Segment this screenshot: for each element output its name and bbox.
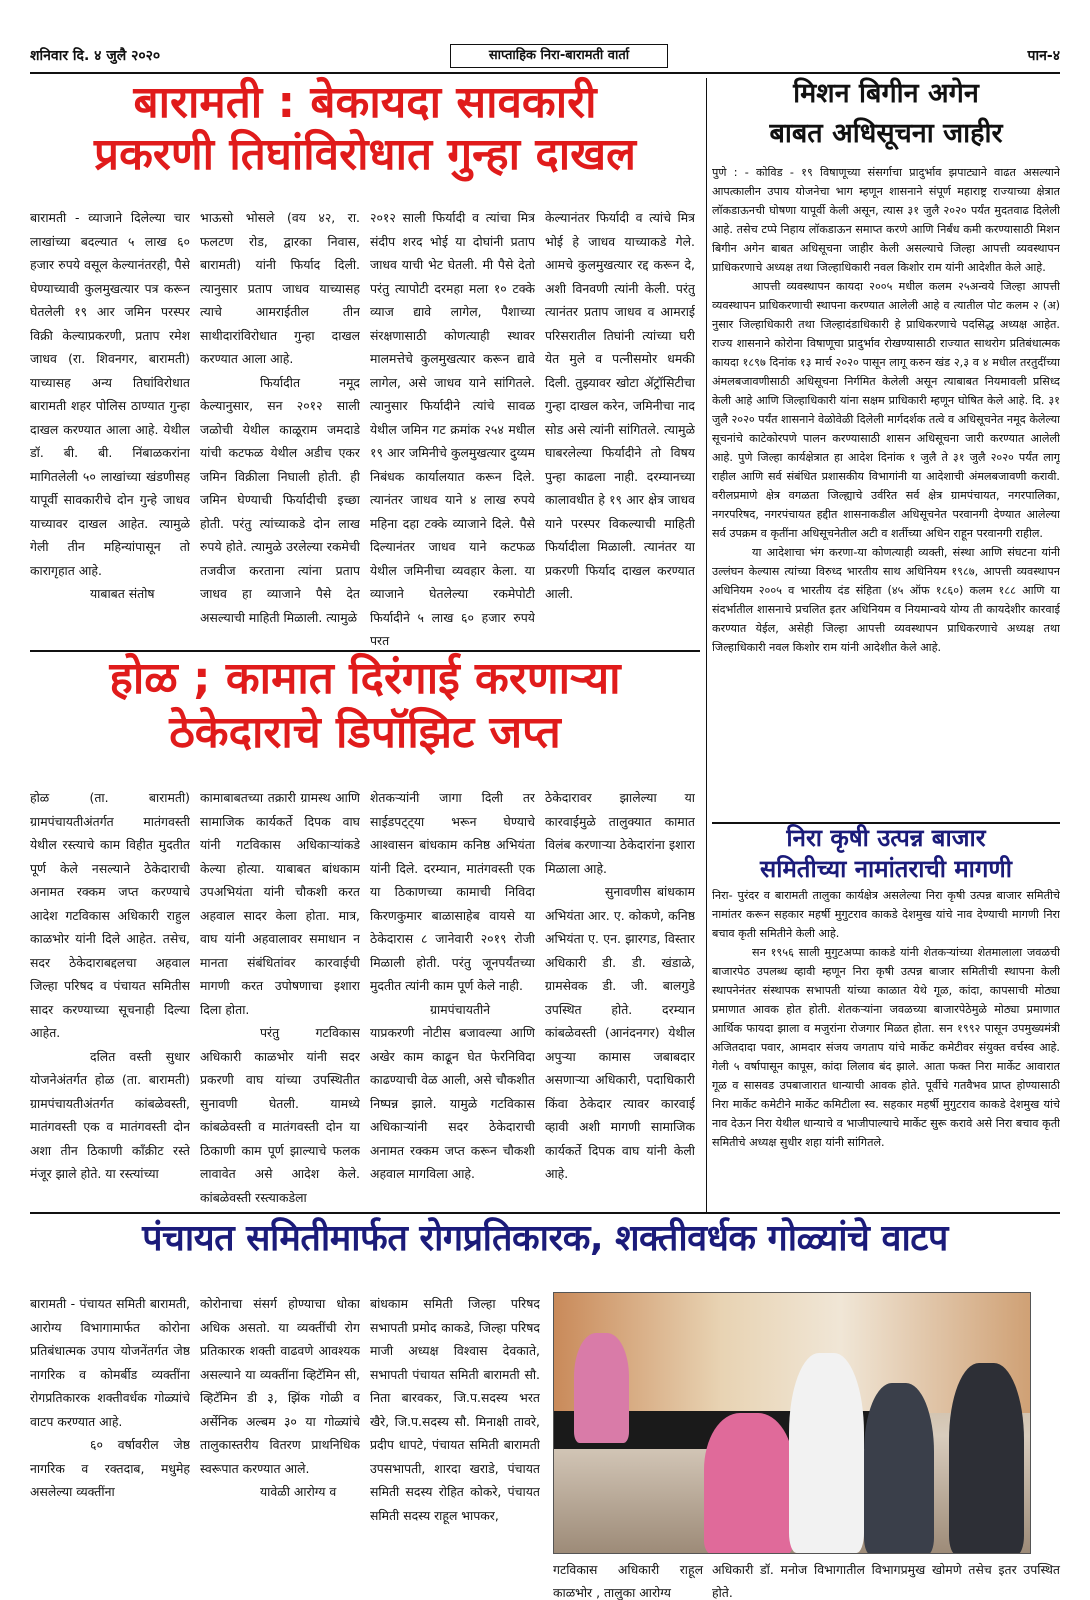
- story3-body: पुणे : - कोविड - १९ विषाणूच्या संसर्गाचा प्रादुर्भाव झपाट्याने वाढत असल्याने आपत्कालीन उपाय योजनेचा भाग म्हणून शासनाने संपूर्ण महाराष्ट्र राज्याच्या क्षेत्रात लॉकडाऊनची घोषणा यापूर्वी केली असून, त्यास ३१ जुलै २०२० पर्यंत मुदतवाढ दिलेली आहे. तसेच टप्पे निहाय लॉकडाऊन समाप्त करणे आणि निर्बंध कमी करण्यासाठी मिशन बिगीन अगेन बाबत अधिसूचना जाहीर केली असल्याचे जिल्हा आपत्ती व्यवस्थापन प्राधिकरणाचे अध्यक्ष तथा जिल्हाधिकारी नवल किशोर राम यांनी आदेशीत केले आहे. आपत्ती व्यवस्थापन कायदा २००५ मधील कलम २५अन्वये जिल्हा आपत्ती व्यवस्थापन प्राधिकरणाची स्थापना करण्यात आलेली आहे व त्यातील पोट कलम २ (अ) नुसार जिल्हाधिकारी तथा जिल्हादंडाधिकारी हे प्राधिकरणाचे पदसिद्ध अध्यक्ष आहेत. राज्य शासनाने कोरोना विषाणूचा प्रादुर्भाव रोखण्यासाठी राज्यात साथरोग प्रतिबंधात्मक कायदा १८९७ दिनांक १३ मार्च २०२० पासून लागू करुन खंड २,३ व ४ मधील तरतुदींच्या अंमलबजावणीसाठी अधिसूचना निर्गमित केलेली असून त्याबाबत नियमावली प्रसिध्द केली आहे आणि जिल्हाधिकारी यांना सक्षम प्राधिकारी म्हणून घोषित केले आहे. दि. ३१ जुलै २०२० पर्यंत शासनाने वेळोवेळी दिलेली मार्गदर्शक तत्वे व अधिसूचनेत नमूद केलेल्या सूचनांचे काटेकोरपणे पालन करण्यासाठी शासन अधिसूचना जारी करण्यात आलेली आहे. पुणे जिल्हा कार्यक्षेत्रात हा आदेश दिनांक १ जुलै ते ३१ जुलै २०२० पर्यंत लागू राहील आणि सर्व संबंधित प्रशासकीय विभागांनी या आदेशाची अंमलबजावणी करावी. वरीलप्रमाणे क्षेत्र वगळता जिल्ह्याचे उर्वरित सर्व क्षेत्र ग्रामपंचायत, नगरपालिका, नगरपरिषद, नगरपंचायत हद्दीत शासनाकडील अधिसूचनेत परवानगी देण्यात आलेल्या सर्व उपक्रम व कृतींना अधिसूचनेतील अटी व शर्तीच्या अधिन राहून परवानगी राहील. या आदेशाचा भंग करणा-या कोणत्याही व्यक्ती, संस्था आणि संघटना यांनी उल्लंघन केल्यास त्यांच्या विरुध्द भारतीय साथ अधिनियम १९८७, आपत्ती व्यवस्थापन अधिनियम २००५ व भारतीय दंड संहिता (४५ ऑफ १८६०) कलम १८८ आणि या संदर्भातील शासनाचे प्रचलित इतर अधिनियम व नियमान्वये योग्य ती कायदेशीर कारवाई करण्यात येईल, असेही जिल्हा आपत्ती व्यवस्थापन प्राधिकरणाचे अध्यक्ष तथा जिल्हाधिकारी नवल किशोर राम यांनी आदेशीत केले आहे.: [712, 166, 1060, 654]
- photo-caption-right: अधिकारी डॉ. मनोज विभागातील विभागप्रमुख खोमणे तसेच इतर उपस्थित होते.: [712, 1562, 1060, 1600]
- person-figure: [789, 1353, 864, 1553]
- story4-headline-line1: निरा कृषी उत्पन्न बाजार: [786, 824, 986, 852]
- story1-bottom-rule: [30, 650, 700, 652]
- header-rule: [30, 72, 1060, 74]
- person-figure: [704, 1413, 794, 1554]
- person-figure: [864, 1383, 934, 1554]
- story3-headline: [712, 80, 1060, 149]
- story1-col1: बारामती - व्याजाने दिलेल्या चार लाखांच्या बदल्यात ५ लाख ६० हजार रुपये वसूल केल्यानंतरही, पैसे घेण्याच्यावी कुलमुखत्यार पत्र करून घेतलेली १९ आर जमिन परस्पर विक्री केल्याप्रकरणी, प्रताप रमेश जाधव (रा. शिवनगर, बारामती) याच्यासह अन्य तिघांविरोधात बारामती शहर पोलिस ठाण्यात गुन्हा दाखल करण्यात आला आहे. येथील डॉ. बी. बी. निंबाळकरांना मागितलेली ५० लाखांच्या खंडणीसह यापूर्वी सावकारीचे दोन गुन्हे जाधव याच्यावर दाखल आहेत. त्यामुळे गेली तीन महिन्यांपासून तो कारागृहात आहे. याबाबत संतोष: [30, 210, 190, 601]
- person-figure: [574, 1333, 629, 1443]
- story1-col3: २०१२ साली फिर्यादी व त्यांचा मित्र संदीप शरद भोई या दोघांनी प्रताप जाधव याची भेट घेतली. मी पैसे देतो परंतु त्यापोटी दरमहा मला १० टक्के व्याज द्यावे लागेल, पैशाच्या संरक्षणासाठी कोणत्याही स्थावर मालमत्तेचे कुलमुखत्यार करून द्यावे लागेल, असे जाधव याने सांगितले. त्यानुसार फिर्यादीने त्यांचे सावळ येथील जमिन गट क्रमांक २५४ मधील १९ आर जमिनीचे कुलमुखत्यार दुय्यम निबंधक कार्यालयात करून दिले. त्यानंतर जाधव याने ४ लाख रुपये महिना दहा टक्के व्याजाने दिले. पैसे दिल्यानंतर जाधव याने कटफळ येथील जमिनीचा व्यवहार केला. या व्याजाने घेतलेल्या रकमेपोटी फिर्यादीने ५ लाख ६० हजार रुपये परत: [370, 210, 535, 648]
- story3-headline-line1: मिशन बिगीन अगेन: [793, 78, 979, 109]
- story1-headline-line1: बारामती : बेकायदा सावकारी: [133, 77, 597, 128]
- story5-col2: कोरोनाचा संसर्ग होण्याचा धोका अधिक असतो. या व्यक्तींची रोग प्रतिकारक शक्ती वाढवणे आवश्यक असल्याने या व्यक्तींना व्हिटॅमिन सी, व्हिटॅमिन डी ३, झिंक गोळी व अर्सेनिक अल्बम ३० या गोळ्यांचे तालुकास्तरीय वितरण प्राथनिधिक स्वरूपात करण्यात आले. यावेळी आरोग्य व: [200, 1296, 360, 1499]
- person-figure: [949, 1363, 1024, 1554]
- story5-col3: बांधकाम समिती जिल्हा परिषद सभापती प्रमोद काकडे, जिल्हा परिषद माजी अध्यक्ष विश्वास देवकाते, सभापती पंचायत समिती बारामती सौ. निता बारवकर, जि.प.सदस्य भरत खैरे, जि.प.सदस्य सौ. मिनाक्षी तावरे, प्रदीप धापटे, पंचायत समिती बारामती उपसभापती, शारदा खराडे, पंचायत समिती सदस्य रोहित कोकरे, पंचायत समिती सदस्य राहूल भापकर,: [370, 1296, 540, 1523]
- story5-col1: बारामती - पंचायत समिती बारामती, आरोग्य विभागामार्फत कोरोना प्रतिबंधात्मक उपाय योजनेंतर्गत जेष्ठ नागरिक व कोमर्बीड व्यक्तींना रोगप्रतिकारक शक्तीवर्धक गोळ्यांचे वाटप करण्यात आहे. ६० वर्षावरील जेष्ठ नागरिक व रक्तदाब, मधुमेह असलेल्या व्यक्तींना: [30, 1296, 190, 1499]
- story2-headline: [30, 653, 700, 759]
- story4-headline-line2: समितीच्या नामांतराची मागणी: [760, 855, 1012, 884]
- story2-headline-line1: होळ ; कामात दिरंगाई करणाऱ्या: [109, 653, 621, 704]
- story5-headline: पंचायत समितीमार्फत रोगप्रतिकारक, शक्तीवर्धक गोळ्यांचे वाटप: [142, 1218, 948, 1259]
- story3-headline-line2: बाबत अधिसूचना जाहीर: [769, 118, 1003, 150]
- newspaper-name: साप्ताहिक निरा-बारामती वार्ता: [450, 44, 668, 68]
- story2-col1: होळ (ता. बारामती) ग्रामपंचायतीअंतर्गत मातंगवस्ती येथील रस्त्याचे काम विहीत मुदतीत पूर्ण केले नसल्याने ठेकेदाराची अनामत रक्कम जप्त करण्याचे आदेश गटविकास अधिकारी राहुल काळभोर यांनी दिले आहेत. तसेच, सदर ठेकेदाराबद्दलचा अहवाल जिल्हा परिषद व पंचायत समितीस सादर करण्याच्या सूचनाही दिल्या आहेत. दलित वस्ती सुधार योजनेअंतर्गत होळ (ता. बारामती) ग्रामपंचायतीअंतर्गत कांबळेवस्ती, मातंगवस्ती एक व मातंगवस्ती दोन अशा तीन ठिकाणी कॉंक्रीट रस्ते मंजूर झाले होते. या रस्त्यांच्या: [30, 790, 190, 1181]
- story1-col4: केल्यानंतर फिर्यादी व त्यांचे मित्र भोई हे जाधव याच्याकडे गेले. आमचे कुलमुखत्यार रद्द करून दे, अशी विनवणी त्यांनी केली. परंतु त्यानंतर प्रताप जाधव व आमराई परिसरातील तिघांनी त्यांच्या घरी येत मुले व पत्नीसमोर धमकी दिली. तुझ्यावर खोटा ॲट्रॉसिटीचा गुन्हा दाखल करेन, जमिनीचा नाद सोड असे त्यांनी सांगितले. त्यामुळे घाबरलेल्या फिर्यादीने तो विषय पुन्हा काढला नाही. दरम्यानच्या कालावधीत हे १९ आर क्षेत्र जाधव याने परस्पर विकल्याची माहिती फिर्यादीला मिळाली. त्यानंतर या प्रकरणी फिर्याद दाखल करण्यात आली.: [545, 210, 695, 601]
- photo-caption-left: गटविकास अधिकारी राहूल काळभोर , तालुका आरोग्य: [553, 1562, 703, 1600]
- story2-col2: कामाबाबतच्या तक्रारी ग्रामस्थ आणि सामाजिक कार्यकर्ते दिपक वाघ यांनी गटविकास अधिकाऱ्यांकडे केल्या होत्या. याबाबत बांधकाम उपअभियंता यांनी चौकशी करत अहवाल सादर केला होता. मात्र, वाघ यांनी अहवालावर समाधान न मानता संबंधितांवर कारवाईची मागणी करत उपोषणाचा इशारा दिला होता. परंतु गटविकास अधिकारी काळभोर यांनी सदर प्रकरणी वाघ यांच्या उपस्थितीत सुनावणी घेतली. यामध्ये कांबळेवस्ती व मातंगवस्ती दोन या ठिकाणी काम पूर्ण झाल्याचे फलक लावावेत असे आदेश केले. कांबळेवस्ती रस्त्याकडेला: [200, 790, 360, 1205]
- story2-headline-line2: ठेकेदाराचे डिपॉझिट जप्त: [169, 707, 561, 759]
- page-number: पान-४: [1027, 48, 1060, 64]
- story2-col4: ठेकेदारावर झालेल्या या कारवाईमुळे तालुक्यात कामात विलंब करणाऱ्या ठेकेदारांना इशारा मिळाला आहे. सुनावणीस बांधकाम अभियंता आर. ए. कोकणे, कनिष्ठ अभियंता ए. एन. झारगड, विस्तार अधिकारी डी. डी. खंडाळे, ग्रामसेवक डी. जी. बालगुडे उपस्थित होते. दरम्यान कांबळेवस्ती (आनंदनगर) येथील अपुऱ्या कामास जबाबदार असणाऱ्या अधिकारी, पदाधिकारी किंवा ठेकेदार त्यावर कारवाई व्हावी अशी मागणी सामाजिक कार्यकर्ते दिपक वाघ यांनी केली आहे.: [545, 790, 695, 1181]
- story1-headline-line2: प्रकरणी तिघांविरोधात गुन्हा दाखल: [94, 129, 636, 181]
- story4-headline: [712, 826, 1060, 882]
- story4-body: निरा- पुरंदर व बारामती तालुका कार्यक्षेत्र असलेल्या निरा कृषी उत्पन्न बाजार समितीचे नामांतर करून सहकार महर्षी मुगुटराव काकडे देशमुख यांचे नाव देण्याची मागणी निरा बचाव कृती समितीने केली आहे. सन १९५६ साली मुगुटअप्पा काकडे यांनी शेतकऱ्यांच्या शेतमालाला जवळची बाजारपेठ उपलब्ध व्हावी म्हणून निरा कृषी उत्पन्न बाजार समितीची स्थापना केली स्थापनेनंतर संस्थापक सभापती यांच्या काळात येथे गूळ, कांदा, कापसाची मोठ्या प्रमाणात आवक होत होती. शेतकऱ्यांना जवळच्या बाजारपेठेमुळे मोठ्या प्रमाणात आर्थिक फायदा झाला व मजुरांना रोजगार मिळत होता. सन १९९२ पासून उपमुख्यमंत्री अजितदादा पवार, आमदार संजय जगताप यांचे मार्केट कमेटीवर संयुक्त वर्चस्व आहे. गेली ५ वर्षापासून कापूस, कांदा लिलाव बंद झाले. आता फक्त निरा मार्केट आवारात गूळ व सासवड उपबाजारात धान्याची आवक होते. पूर्वीचे गतवैभव प्राप्त होण्यासाठी निरा मार्केट कमेटीने मार्केट कमिटीला स्व. सहकार महर्षी मुगुटराव काकडे देशमुख यांचे नाव देऊन निरा येथील धान्याचे व भाजीपाल्याचे मार्केट सुरू करावे असे निरा बचाव कृती समितीचे अध्यक्ष सुधीर शहा यांनी सांगितले.: [712, 889, 1060, 1149]
- story4-bottom-rule: [30, 1212, 1060, 1214]
- page-header: [30, 44, 1060, 70]
- story1-headline: [30, 77, 700, 181]
- event-photo: [553, 1292, 1031, 1554]
- right-column-divider: [706, 78, 707, 1212]
- issue-date: शनिवार दि. ४ जुलै २०२०: [30, 48, 161, 64]
- story2-col3: शेतकऱ्यांनी जागा दिली तर साईडपट्ट्या भरून घेण्याचे आश्वासन बांधकाम कनिष्ठ अभियंता यांनी दिले. दरम्यान, मातंगवस्ती एक या ठिकाणच्या कामाची निविदा किरणकुमार बाळासाहेब वायसे या ठेकेदारास ८ जानेवारी २०१९ रोजी मिळाली होती. परंतु जूनपर्यंतच्या मुदतीत त्यांनी काम पूर्ण केले नाही. ग्रामपंचायतीने याप्रकरणी नोटीस बजावल्या आणि अखेर काम काढून घेत फेरनिविदा काढण्याची वेळ आली, असे चौकशीत निष्पन्न झाले. यामुळे गटविकास अधिकाऱ्यांनी सदर ठेकेदाराची अनामत रक्कम जप्त करून चौकशी अहवाल मागविला आहे.: [370, 790, 535, 1181]
- story1-col2: भाऊसो भोसले (वय ४२, रा. फलटण रोड, द्वारका निवास, बारामती) यांनी फिर्याद दिली. त्यानुसार प्रताप जाधव याच्यासह त्याचे आमराईतील तीन साथीदारांविरोधात गुन्हा दाखल करण्यात आला आहे. फिर्यादीत नमूद केल्यानुसार, सन २०१२ साली जळोची येथील काळूराम जमदाडे यांची कटफळ येथील अडीच एकर जमिन विक्रीला निघाली होती. ही जमिन घेण्याची फिर्यादीची इच्छा होती. परंतु त्यांच्याकडे दोन लाख रुपये होते. त्यामुळे उरलेल्या रकमेची तजवीज करताना त्यांना प्रताप जाधव हा व्याजाने पैसे देत असल्याची माहिती मिळाली. त्यामुळे: [200, 210, 360, 625]
